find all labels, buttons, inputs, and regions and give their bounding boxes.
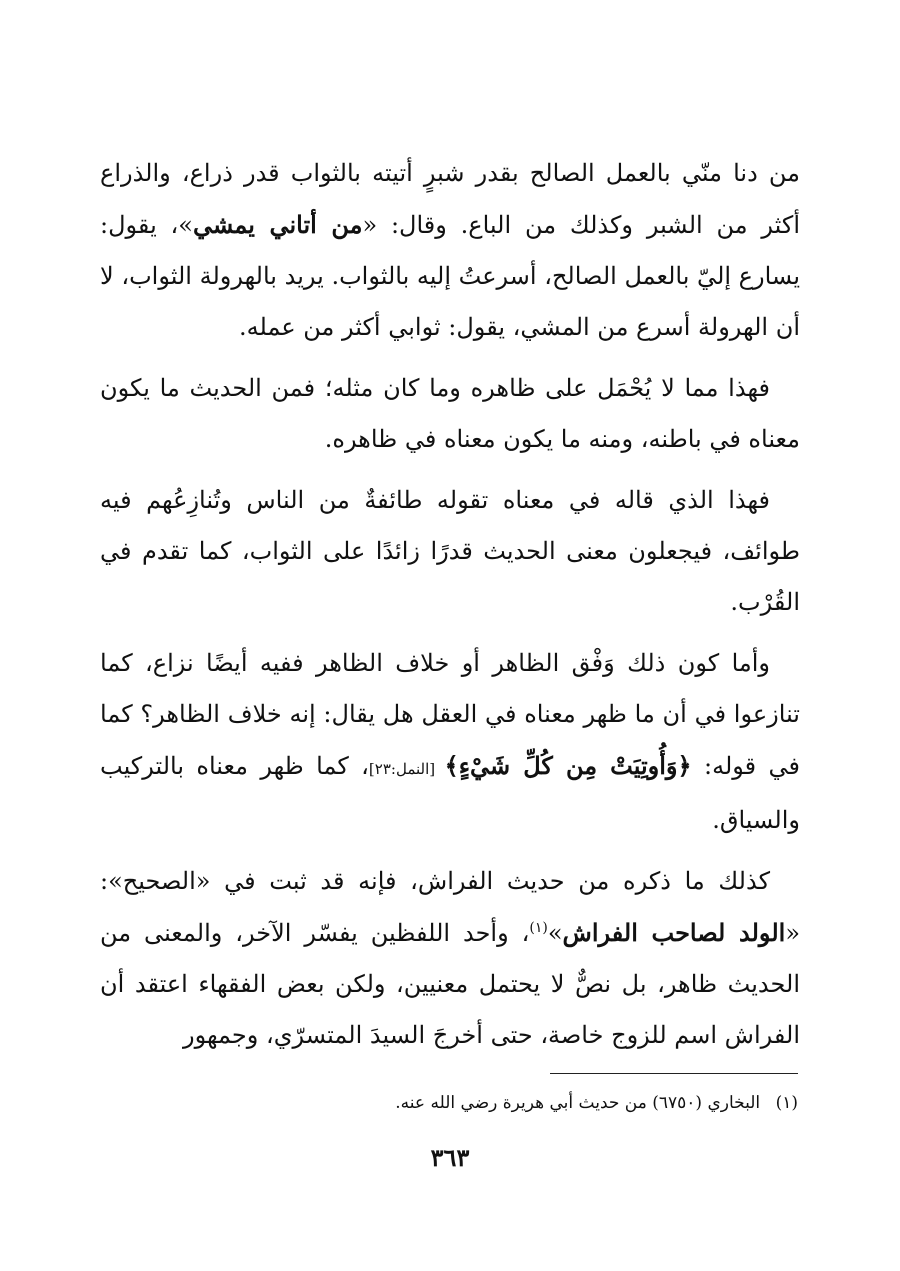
paragraph: [100, 363, 800, 465]
footnote: [300, 1088, 798, 1118]
text-segment: فهذا الذي قاله في معناه تقوله طائفةٌ من الناس وتُنازِعُهم فيه طوائف، فيجعلون معنى الحديث قدرًا زائدًا على الثواب، كما تقدم في القُرْب.: [100, 486, 800, 616]
paragraph: [100, 475, 800, 628]
paragraph: [100, 856, 800, 1061]
text-segment: فهذا مما لا يُحْمَل على ظاهره وما كان مثله؛ فمن الحديث ما يكون معناه في باطنه، ومنه ما يكون معناه في ظاهره.: [100, 374, 800, 453]
text-segment: »، يقول: يسارع إليّ بالعمل الصالح، أسرعتُ إليه بالثواب. يريد بالهرولة الثواب، لا أن الهرولة أسرع من المشي، يقول: ثوابي أكثر من عمله.: [100, 211, 800, 341]
page-number: ٣٦٣: [430, 1143, 470, 1172]
footnote-number: (١): [775, 1093, 798, 1113]
footnote-separator: [550, 1073, 798, 1074]
text-segment: كذلك ما ذكره من حديث الفراش، فإنه قد ثبت في «الصحيح»: «: [100, 867, 800, 947]
quran-verse: ﴿وَأُوتِيَتْ مِن كُلِّ شَيْءٍ﴾: [444, 751, 692, 780]
text-segment: ، كما ظهر معناه بالتركيب والسياق.: [100, 752, 800, 834]
verse-reference: [النمل:٢٣]: [368, 760, 445, 778]
text-segment: »: [547, 919, 563, 947]
body-text: [100, 148, 800, 1071]
footnote-text: البخاري (٦٧٥٠) من حديث أبي هريرة رضي الله عنه.: [395, 1093, 761, 1113]
paragraph: [100, 638, 800, 846]
text-segment: وأما كون ذلك وَفْق الظاهر أو خلاف الظاهر ففيه أيضًا نزاع، كما تنازعوا في أن ما ظهر معناه في العقل هل يقال: إنه خلاف الظاهر؟ كما في قوله:: [100, 649, 800, 780]
text-segment: ، وأحد اللفظين يفسّر الآخر، والمعنى من الحديث ظاهر، بل نصٌّ لا يحتمل معنيين، ولكن بعض الفقهاء اعتقد أن الفراش اسم للزوج خاصة، حتى أخرجَ السيدَ المتسرّي، وجمهور: [100, 919, 800, 1049]
paragraph: [100, 148, 800, 353]
footnote-marker: (١): [529, 920, 548, 936]
hadith-quote: الولد لصاحب الفراش: [562, 918, 786, 947]
hadith-quote: من أتاني يمشي: [192, 210, 363, 239]
text-segment: من دنا منّي بالعمل الصالح بقدر شبرٍ أتيته بالثواب قدر ذراع، والذراع أكثر من الشبر وكذلك من الباع. وقال: «: [100, 159, 801, 239]
